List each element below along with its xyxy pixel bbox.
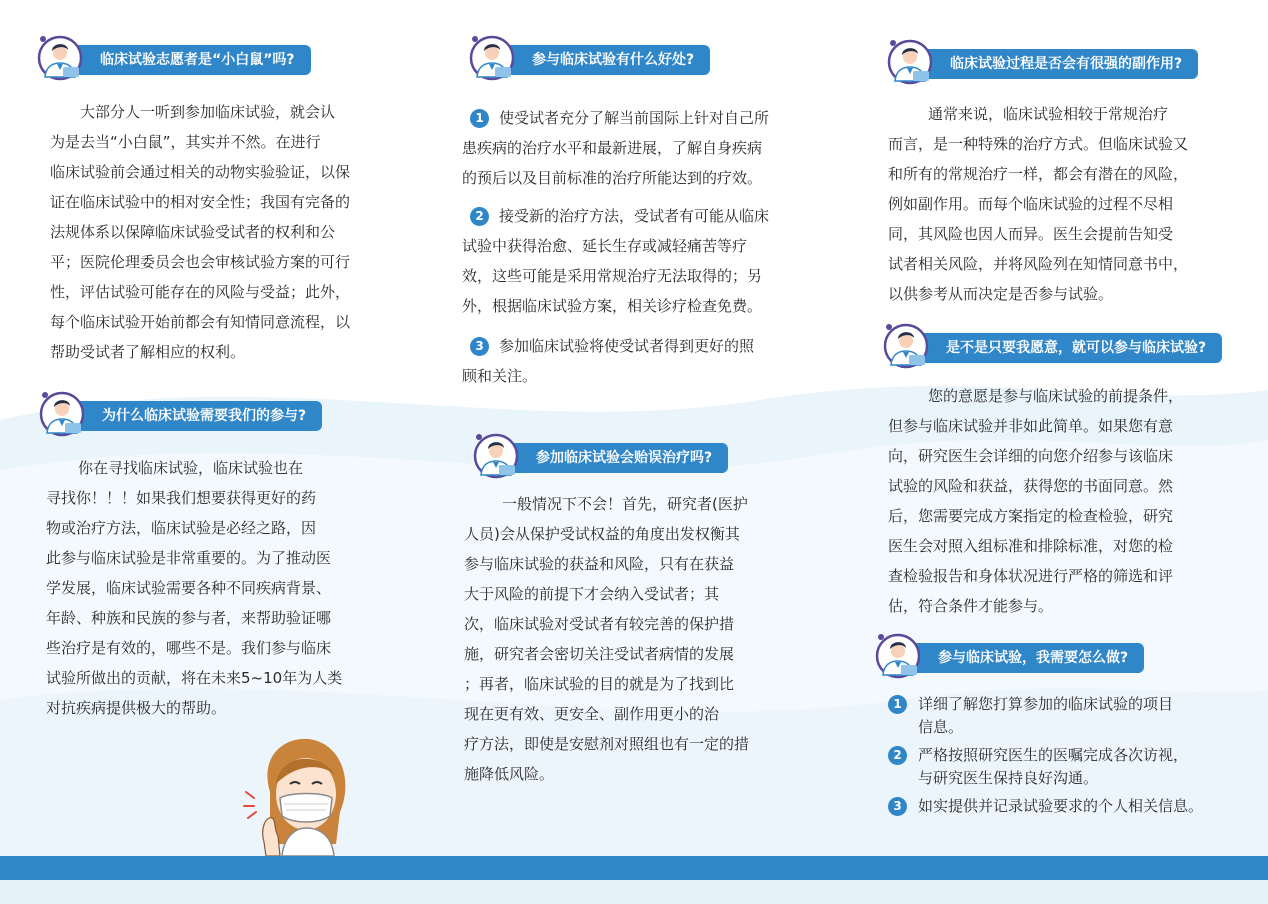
benefit-item-2: 2 接受新的治疗方法，受试者有可能从临床 试验中获得治愈、延长生存或减轻痛苦等疗 效，这些可能是采用常规治疗无法取得的；另 外，根据临床试验方案，相关诊疗检查免费。 — [462, 207, 770, 315]
doctor-avatar-icon — [886, 35, 936, 85]
section-title: 参与临床试验有什么好处? — [508, 45, 710, 75]
paragraph-why-participate: 你在寻找临床试验，临床试验也在 寻找你！！！如果我们想要获得更好的药 物或治疗方法，临床试验是必经之路，因 此参与临床试验是非常重要的。为了推动医 学发展，临床试验需要各种不同疾病背景、 年龄、种族和民族的参与者，来帮助验证哪 些治疗是有效的，哪些不是。我们参与临床 试验所做出的贡献，将在未来5~10年为人类 对抗疾病提供极大的帮助。 — [46, 459, 343, 717]
section-title: 为什么临床试验需要我们的参与? — [78, 401, 322, 431]
number-circle-icon: 1 — [888, 695, 907, 714]
section-title: 是不是只要我愿意，就可以参与临床试验? — [922, 333, 1222, 363]
section-title: 参加临床试验会贻误治疗吗? — [512, 443, 728, 473]
doctor-avatar-icon — [472, 429, 522, 479]
paragraph-delay-treatment: 一般情况下不会！首先，研究者(医护 人员)会从保护受试权益的角度出发权衡其 参与临床试验的获益和风险，只有在获益 大于风险的前提下才会纳入受试者；其 次，临床试验对受试者有较完善的保护措 施，研究者会密切关注受试者病情的发展 ；再者，临床试验的目的就是为了找到比 现在更有效、更安全、副作用更小的治 疗方法，即使是安慰剂对照组也有一定的措 施降低风险。 — [464, 495, 750, 783]
section-title: 临床试验志愿者是“小白鼠”吗? — [76, 45, 311, 75]
paragraph-guinea-pig: 大部分人一听到参加临床试验，就会认 为是去当“小白鼠”，其实并不然。在进行 临床试验前会通过相关的动物实验验证，以保 证在临床试验中的相对安全性；我国有完备的 法规体系以保障临床试验受试者的权利和公 平；医院伦理委员会也会审核试验方案的可行 性，评估试验可能存在的风险与受益；此外， 每个临床试验开始前都会有知情同意流程，以 帮助受试者了解相应的权利。 — [50, 103, 351, 361]
number-circle-icon: 3 — [888, 797, 907, 816]
doctor-avatar-icon — [36, 31, 86, 81]
number-circle-icon: 3 — [470, 337, 489, 356]
list-item: 3 如实提供并记录试验要求的个人相关信息。 — [888, 795, 1226, 818]
number-circle-icon: 2 — [470, 207, 489, 226]
nurse-mask-illustration — [240, 732, 360, 856]
paragraph-side-effects: 通常来说，临床试验相较于常规治疗 而言，是一种特殊的治疗方式。但临床试验又 和所有的常规治疗一样，都会有潜在的风险， 例如副作用。而每个临床试验的过程不尽相 同，其风险也因人而异。医生会提前告知受 试者相关风险，并将风险列在知情同意书中， 以供参考从而决定是否参与试验。 — [888, 105, 1189, 303]
number-circle-icon: 2 — [888, 746, 907, 765]
number-circle-icon: 1 — [470, 109, 489, 128]
benefit-item-1: 1 使受试者充分了解当前国际上针对自己所 患疾病的治疗水平和最新进展，了解自身疾病 的预后以及目前标准的治疗所能达到的疗效。 — [462, 109, 770, 187]
doctor-avatar-icon — [882, 319, 932, 369]
doctor-avatar-icon — [874, 629, 924, 679]
list-item: 1 详细了解您打算参加的临床试验的项目 信息。 — [888, 693, 1226, 739]
doctor-avatar-icon — [468, 31, 518, 81]
list-item: 2 严格按照研究医生的医嘱完成各次访视， 与研究医生保持良好沟通。 — [888, 744, 1226, 790]
steps-list — [888, 693, 1226, 823]
benefit-item-3: 3 参加临床试验将使受试者得到更好的照 顾和关注。 — [462, 337, 755, 385]
paragraph-willingness: 您的意愿是参与临床试验的前提条件， 但参与临床试验并非如此简单。如果您有意 向，研究医生会详细的向您介绍参与该临床 试验的风险和获益，获得您的书面同意。然 后，您需要完成方案指定的检查检验，研究 医生会对照入组标准和排除标准，对您的检 查检验报告和身体状况进行严格的筛选和评 估，符合条件才能参与。 — [888, 387, 1184, 615]
section-title: 临床试验过程是否会有很强的副作用? — [926, 49, 1198, 79]
section-title: 参与临床试验，我需要怎么做? — [914, 643, 1144, 673]
footer-strip — [0, 880, 1268, 904]
doctor-avatar-icon — [38, 387, 88, 437]
footer-bar — [0, 856, 1268, 880]
